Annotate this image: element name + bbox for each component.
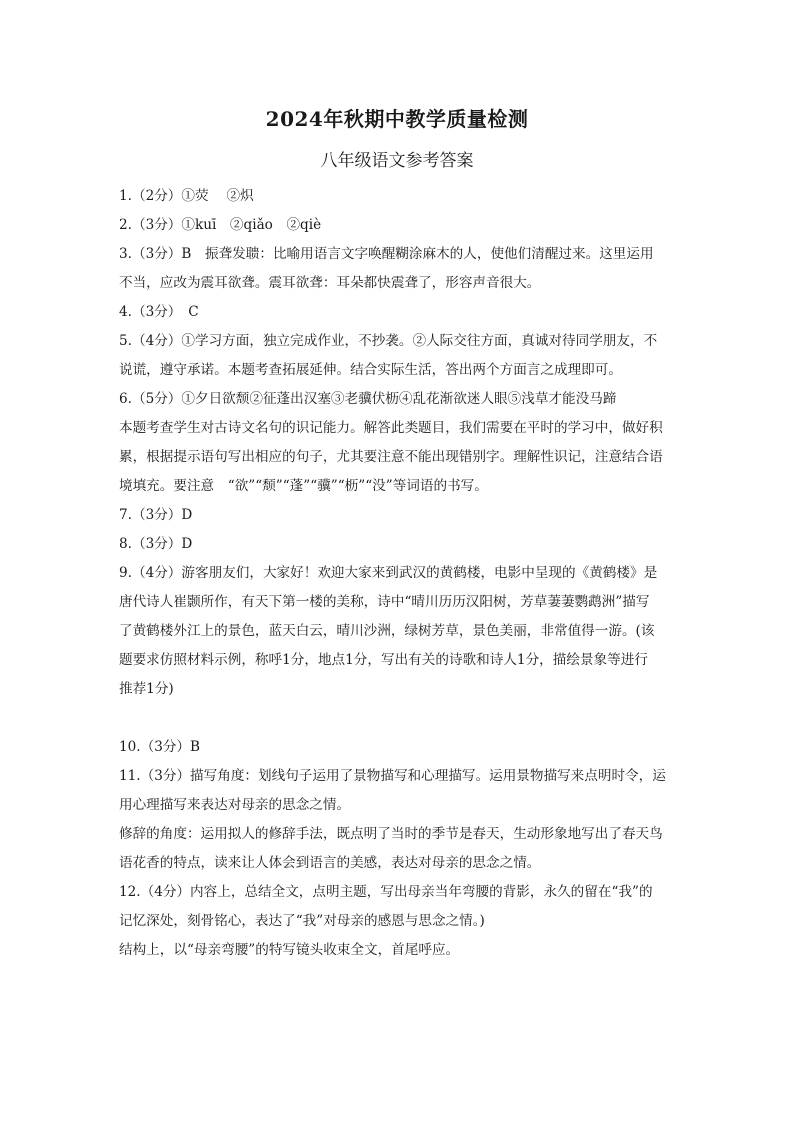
answer-line: 了黄鹤楼外江上的景色，蓝天白云，晴川沙洲，绿树芳草，景色美丽，非常值得一游。(该 xyxy=(119,623,655,639)
answer-line: 2.（3分）①kuī ②qiǎo ②qiè xyxy=(119,217,322,233)
answer-line: 推荐1分) xyxy=(119,681,174,697)
answer-line: 5.（4分）①学习方面，独立完成作业，不抄袭。②人际交往方面，真诚对待同学朋友，不 xyxy=(119,333,658,349)
answer-line: 不当，应改为震耳欲聋。震耳欲聋：耳朵都快震聋了，形容声音很大。 xyxy=(119,275,541,291)
page-title: 2024年秋期中教学质量检测 xyxy=(265,107,529,131)
answer-line: 题要求仿照材料示例，称呼1分，地点1分，写出有关的诗歌和诗人1分，描绘景象等进行 xyxy=(119,652,648,668)
answer-content xyxy=(119,182,679,965)
answer-line: 4.（3分） C xyxy=(119,304,199,320)
page-subtitle: 八年级语文参考答案 xyxy=(320,151,474,171)
answer-line: 说谎，遵守承诺。本题考查拓展延伸。结合实际生活，答出两个方面言之成理即可。 xyxy=(119,362,622,378)
answer-line: 累，根据提示语句写出相应的句子，尤其要注意不能出现错别字。理解性识记，注意结合语 xyxy=(119,449,663,465)
answer-line: 境填充。要注意 “欲”“颓”“蓬”“骥”“枥”“没”等词语的书写。 xyxy=(119,478,488,494)
blank-line xyxy=(119,704,679,733)
answer-line: 唐代诗人崔颢所作，有天下第一楼的美称，诗中“晴川历历汉阳树，芳草萋萋鹦鹉洲”描写 xyxy=(119,594,650,610)
answer-line: 3.（3分）B 振聋发聩：比喻用语言文字唤醒糊涂麻木的人，使他们清醒过来。这里运用 xyxy=(119,246,654,262)
answer-line: 语花香的特点，读来让人体会到语言的美感，表达对母亲的思念之情。 xyxy=(119,855,541,871)
answer-line: 11.（3分）描写角度：划线句子运用了景物描写和心理描写。运用景物描写来点明时令，运 xyxy=(119,768,666,784)
answer-line: 结构上，以“母亲弯腰”的特写镜头收束全文，首尾呼应。 xyxy=(119,942,460,958)
answer-line: 6.（5分）①夕日欲颓②征蓬出汉塞③老骥伏枥④乱花渐欲迷人眼⑤浅草才能没马蹄 xyxy=(119,391,617,407)
answer-line: 记忆深处，刻骨铭心，表达了“我”对母亲的感恩与思念之情。) xyxy=(119,913,485,929)
answer-line: 1.（2分）①荧 ②炽 xyxy=(119,188,254,204)
answer-line: 9.（4分）游客朋友们，大家好！欢迎大家来到武汉的黄鹤楼，电影中呈现的《黄鹤楼》是 xyxy=(119,565,658,581)
answer-line: 12.（4分）内容上，总结全文，点明主题，写出母亲当年弯腰的背影，永久的留在“我”的 xyxy=(119,884,653,900)
answer-line: 本题考查学生对古诗文名句的识记能力。解答此类题目，我们需要在平时的学习中，做好积 xyxy=(119,420,663,436)
answer-line: 8.（3分）D xyxy=(119,536,193,552)
answer-line: 修辞的角度：运用拟人的修辞手法，既点明了当时的季节是春天，生动形象地写出了春天鸟 xyxy=(119,826,663,842)
answer-line: 7.（3分）D xyxy=(119,507,193,523)
answer-line: 10.（3分）B xyxy=(119,739,201,755)
answer-line: 用心理描写来表达对母亲的思念之情。 xyxy=(119,797,351,813)
